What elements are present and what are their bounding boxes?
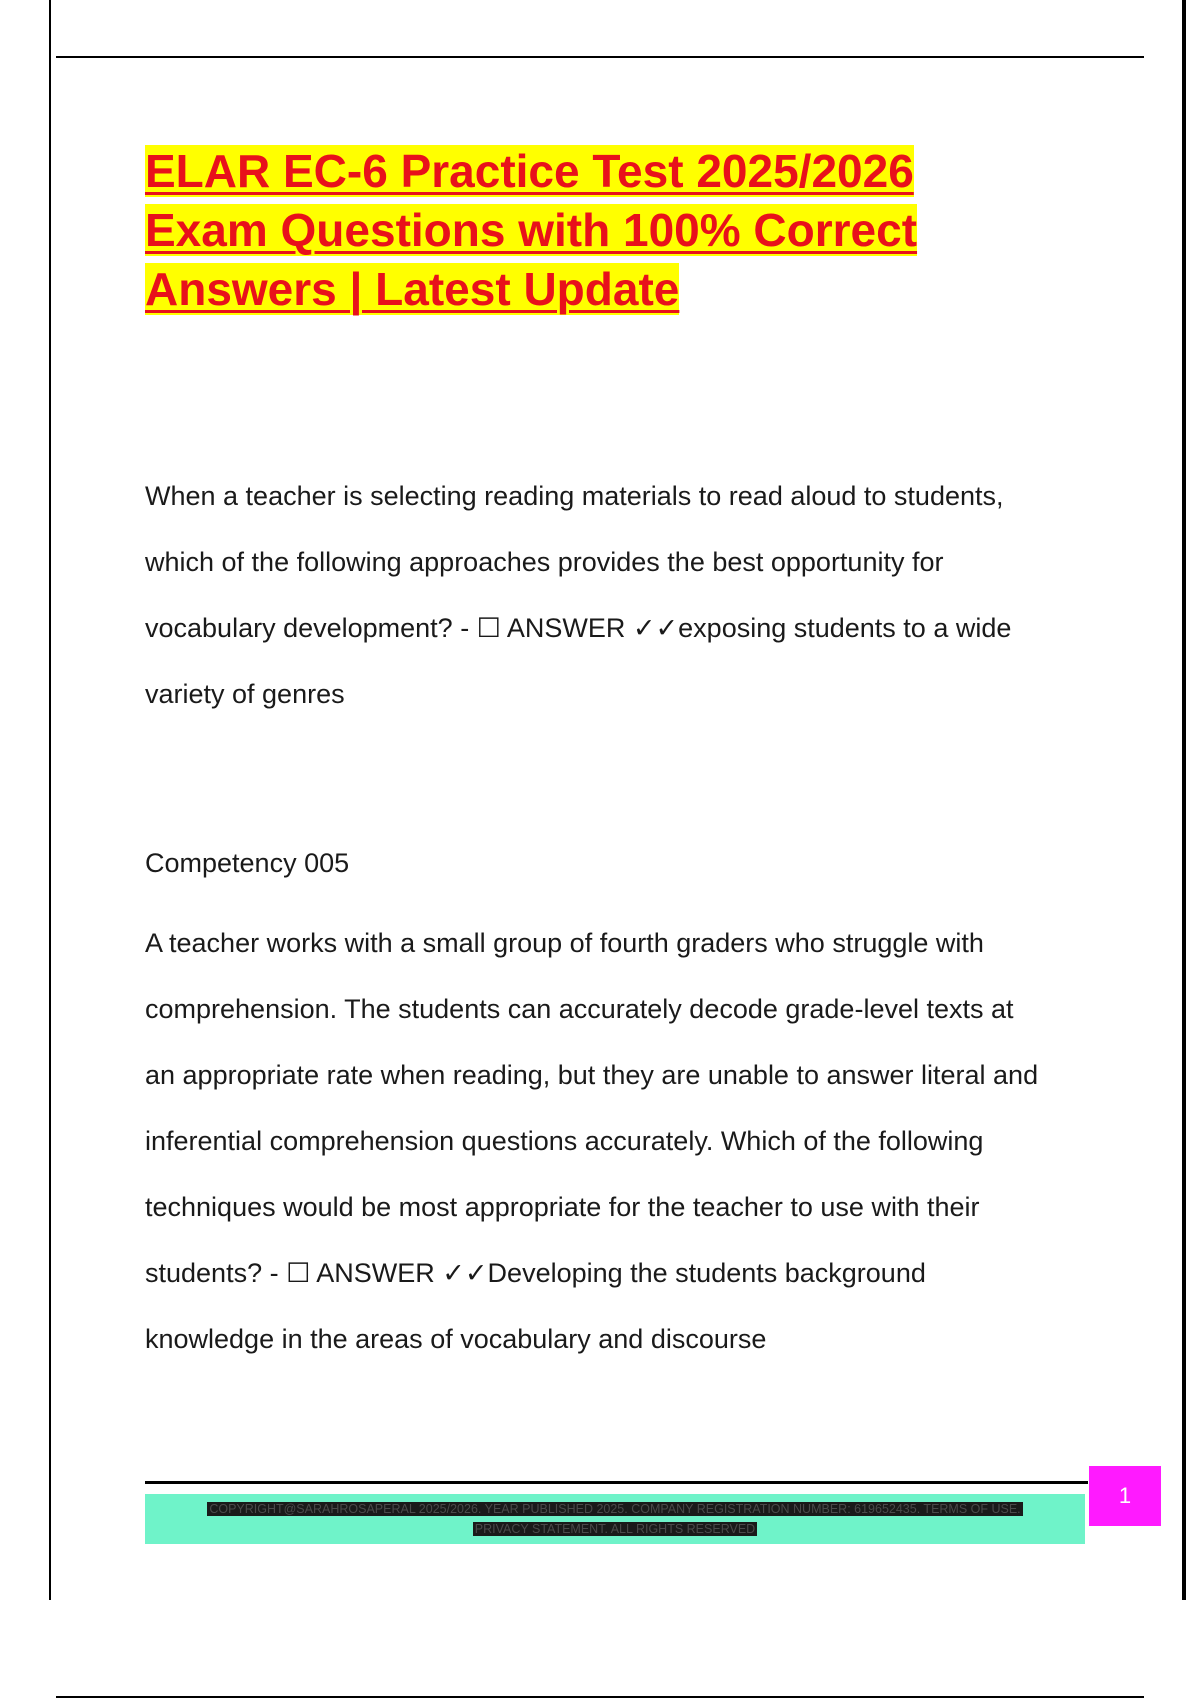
title-line-3: Answers | Latest Update — [145, 263, 680, 315]
copyright-line-2: PRIVACY STATEMENT. ALL RIGHTS RESERVED — [474, 1522, 756, 1536]
bottom-rule — [56, 1696, 1144, 1698]
question-1 — [145, 463, 1085, 727]
copyright-footer — [145, 1494, 1085, 1544]
question-1-line: When a teacher is selecting reading materials to read aloud to students, — [145, 481, 1004, 511]
question-2-line: comprehension. The students can accurately decode grade-level texts at — [145, 994, 1014, 1024]
competency-label: Competency 005 — [145, 848, 350, 878]
question-2-line: knowledge in the areas of vocabulary and discourse — [145, 1324, 767, 1354]
copyright-line-1: COPYRIGHT@SARAHROSAPERAL 2025/2026. YEAR PUBLISHED 2025. COMPANY REGISTRATION NUMBER: 619652435. TERMS OF USE. — [209, 1502, 1021, 1516]
page-border-left — [49, 0, 51, 1600]
question-2-line: inferential comprehension questions accurately. Which of the following — [145, 1126, 984, 1156]
question-2-line: an appropriate rate when reading, but they are unable to answer literal and — [145, 1060, 1039, 1090]
question-2-line: students? - ☐ ANSWER ✓✓Developing the students background — [145, 1258, 926, 1288]
title-line-1: ELAR EC-6 Practice Test 2025/2026 — [145, 145, 914, 197]
question-1-line: which of the following approaches provides the best opportunity for — [145, 547, 944, 577]
document-title — [145, 142, 1045, 319]
question-1-line: vocabulary development? - ☐ ANSWER ✓✓exposing students to a wide — [145, 613, 1012, 643]
page-border-right — [1182, 0, 1186, 1600]
title-line-2: Exam Questions with 100% Correct — [145, 204, 918, 256]
question-2 — [145, 910, 1085, 1372]
footer-rule — [145, 1481, 1088, 1484]
question-2-line: techniques would be most appropriate for the teacher to use with their — [145, 1192, 980, 1222]
top-rule — [56, 56, 1144, 58]
page-number: 1 — [1089, 1466, 1161, 1526]
question-1-line: variety of genres — [145, 679, 345, 709]
question-2-line: A teacher works with a small group of fourth graders who struggle with — [145, 928, 984, 958]
